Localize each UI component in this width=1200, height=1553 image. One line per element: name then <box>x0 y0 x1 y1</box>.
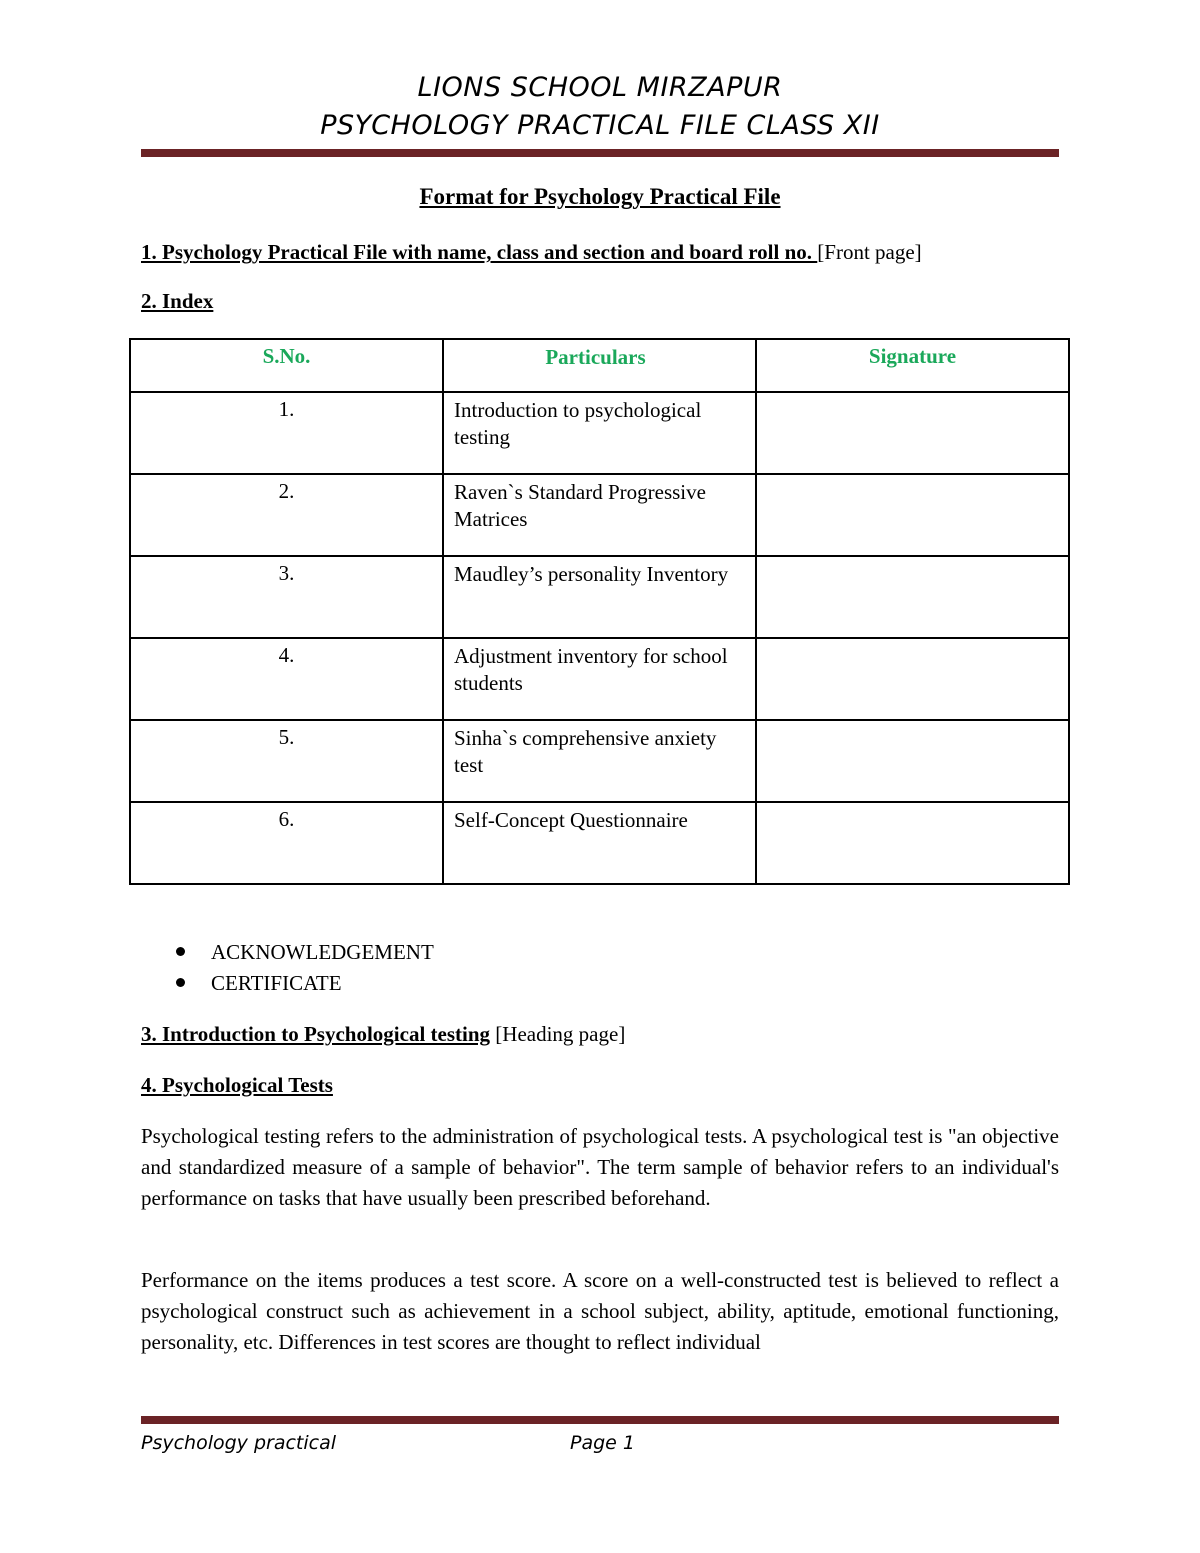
item-2-index: 2. Index <box>141 289 214 313</box>
cell-particular: Adjustment inventory for school students <box>443 638 756 720</box>
cell-particular: Raven`s Standard Progressive Matrices <box>443 474 756 556</box>
table-row <box>130 556 1069 638</box>
footer-rule <box>141 1416 1059 1424</box>
cell-sno: 3. <box>130 556 443 638</box>
cell-particular: Sinha`s comprehensive anxiety test <box>443 720 756 802</box>
item-3-note: [Heading page] <box>490 1022 626 1046</box>
bullet-icon <box>176 978 185 987</box>
page-number: Page 1 <box>570 1432 635 1454</box>
bullet-text: CERTIFICATE <box>211 971 342 995</box>
header-signature: Signature <box>756 339 1069 392</box>
cell-particular: Self-Concept Questionnaire <box>443 802 756 884</box>
table-row <box>130 392 1069 474</box>
item-3-text: 3. Introduction to Psychological testing <box>141 1022 491 1046</box>
item-3 <box>141 1022 625 1047</box>
cell-particular: Maudley’s personality Inventory <box>443 556 756 638</box>
item-1 <box>141 240 922 265</box>
paragraph-1: Psychological testing refers to the administration of psychological tests. A psychological test is "an objective and standardized measure of a sample of behavior". The term sample of behavior refers to an individual's performance on tasks that have usually been prescribed beforehand. <box>141 1124 1059 1210</box>
footer-label: Psychology practical <box>141 1432 337 1454</box>
cell-sno: 1. <box>130 392 443 474</box>
table-row <box>130 802 1069 884</box>
cell-signature <box>756 392 1069 474</box>
bullet-icon <box>176 947 185 956</box>
bullet-text: ACKNOWLEDGEMENT <box>211 940 434 964</box>
cell-sno: 2. <box>130 474 443 556</box>
cell-sno: 6. <box>130 802 443 884</box>
document-title: Format for Psychology Practical File <box>419 184 781 209</box>
index-table <box>129 338 1070 885</box>
item-4-tests: 4. Psychological Tests <box>141 1073 333 1097</box>
list-item <box>141 969 434 1000</box>
cell-signature <box>756 720 1069 802</box>
paragraph-2: Performance on the items produces a test score. A score on a well-constructed test is believed to reflect a psychological construct such as achievement in a school subject, ability, aptitude, emotional functioning, personality, etc. Differences in test scores are thought to reflect individual <box>141 1268 1059 1354</box>
item-1-note: [Front page] <box>817 240 922 264</box>
list-item <box>141 938 434 969</box>
school-name: LIONS SCHOOL MIRZAPUR <box>417 72 783 103</box>
cell-signature <box>756 556 1069 638</box>
index-table-header <box>130 339 1069 392</box>
table-row <box>130 638 1069 720</box>
header-sno: S.No. <box>130 339 443 392</box>
cell-signature <box>756 474 1069 556</box>
header-particulars: Particulars <box>443 339 756 392</box>
cell-signature <box>756 638 1069 720</box>
header-rule <box>141 149 1059 157</box>
bullet-list <box>141 938 434 1000</box>
cell-particular: Introduction to psychological testing <box>443 392 756 474</box>
file-subtitle: PSYCHOLOGY PRACTICAL FILE CLASS XII <box>320 110 880 141</box>
table-row <box>130 474 1069 556</box>
item-1-text: 1. Psychology Practical File with name, class and section and board roll no. <box>141 240 818 264</box>
cell-sno: 4. <box>130 638 443 720</box>
table-row <box>130 720 1069 802</box>
cell-signature <box>756 802 1069 884</box>
cell-sno: 5. <box>130 720 443 802</box>
